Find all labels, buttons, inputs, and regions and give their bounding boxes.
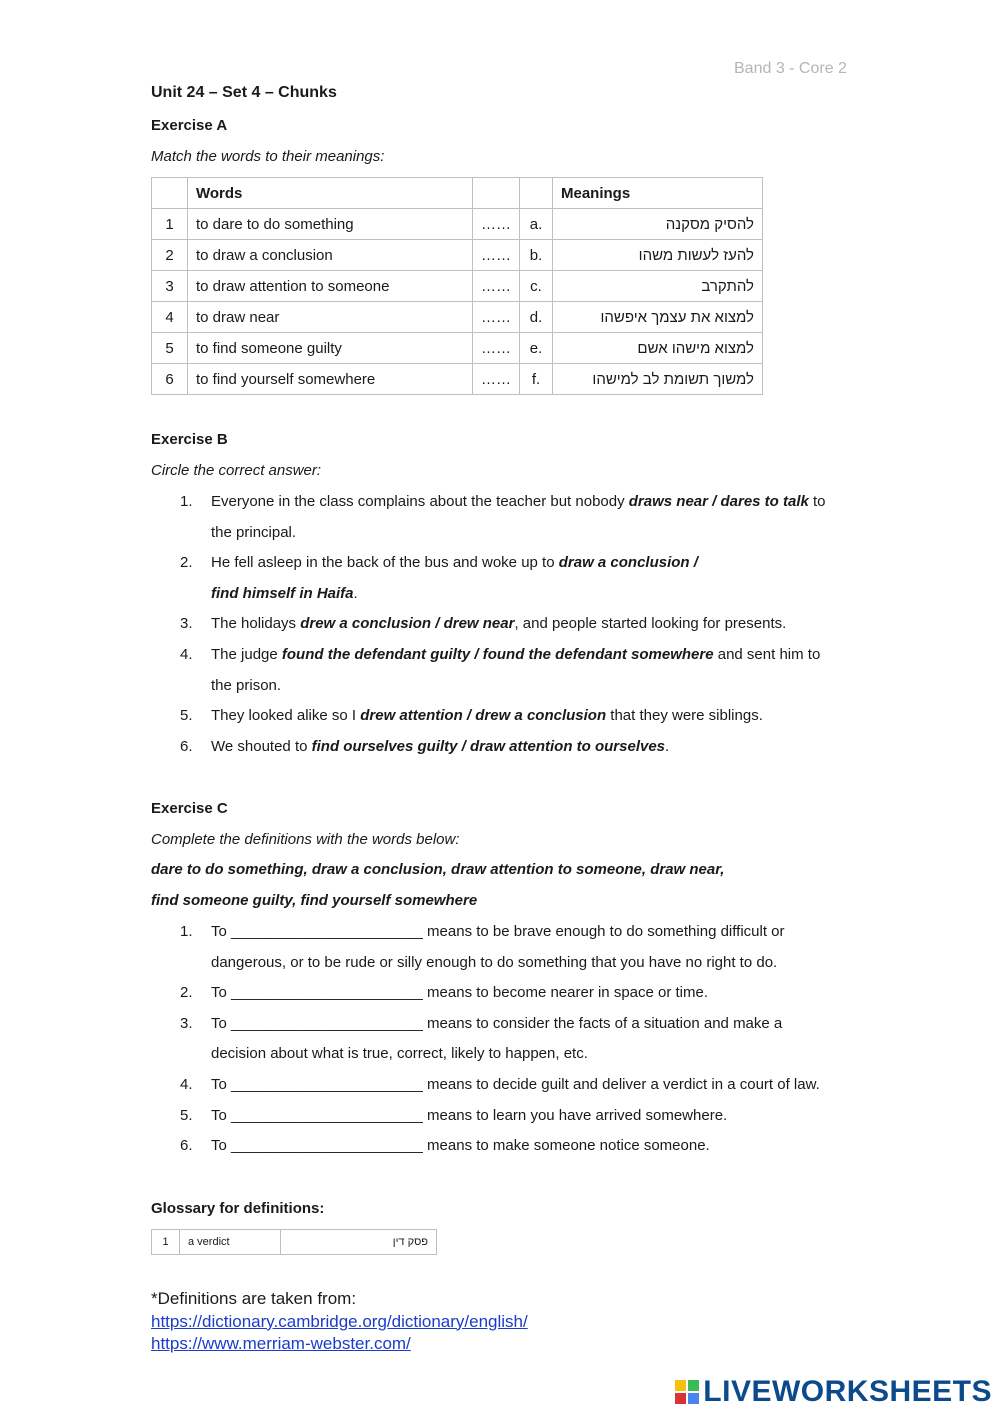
- list-item: [180, 1070, 860, 1101]
- item-number: 3.: [180, 615, 193, 633]
- item-number: 6.: [180, 1137, 193, 1155]
- item-text: the prison.: [211, 676, 282, 694]
- item-number: 4.: [180, 645, 193, 663]
- meaning-cell: למצוא מישהו אשם: [553, 333, 763, 364]
- item-number: 4.: [180, 1075, 193, 1093]
- cambridge-link[interactable]: https://dictionary.cambridge.org/dictionary/english/: [151, 1311, 528, 1331]
- list-item: [180, 732, 860, 763]
- answer-blank[interactable]: ……: [473, 333, 520, 364]
- answer-choices[interactable]: drew a conclusion / drew near: [300, 615, 515, 633]
- table-row: [152, 364, 763, 395]
- list-item: [180, 1009, 860, 1070]
- item-number: 5.: [180, 1106, 193, 1124]
- item-text: The judge: [211, 645, 282, 663]
- glossary-table: [151, 1229, 437, 1255]
- merriam-webster-link[interactable]: https://www.merriam-webster.com/: [151, 1334, 411, 1353]
- list-item: [180, 487, 860, 548]
- row-number: 2: [152, 240, 188, 271]
- sources: [151, 1288, 528, 1356]
- glossary-translation: פסק דין: [281, 1230, 437, 1255]
- word-cell: to draw attention to someone: [188, 271, 473, 302]
- glossary-term: a verdict: [180, 1230, 281, 1255]
- definition-text[interactable]: To _______________________ means to become nearer in space or time.: [211, 984, 709, 1002]
- sources-label: *Definitions are taken from:: [151, 1289, 357, 1308]
- definition-text[interactable]: To _______________________ means to consider the facts of a situation and make a: [211, 1014, 783, 1032]
- meaning-letter: d.: [520, 302, 553, 333]
- item-text: that they were siblings.: [606, 707, 763, 725]
- item-number: 2.: [180, 984, 193, 1002]
- item-text: .: [665, 737, 670, 755]
- definition-text: dangerous, or to be rude or silly enough to do something that you have no right to do.: [211, 953, 778, 971]
- table-row: [152, 271, 763, 302]
- answer-blank[interactable]: ……: [473, 302, 520, 333]
- exercise-b-heading: Exercise B: [151, 431, 228, 448]
- item-number: 6.: [180, 737, 193, 755]
- answer-choices[interactable]: drew attention / drew a conclusion: [360, 707, 607, 725]
- exercise-c-instruction: Complete the definitions with the words below:: [151, 831, 460, 848]
- word-bank-line-1: dare to do something, draw a conclusion, draw attention to someone, draw near,: [151, 861, 725, 878]
- row-number: 1: [152, 209, 188, 240]
- exercise-a-instruction: Match the words to their meanings:: [151, 148, 385, 165]
- item-text: The holidays: [211, 615, 301, 633]
- answer-choices[interactable]: draw a conclusion /: [558, 554, 698, 572]
- list-item: [180, 640, 860, 701]
- meaning-cell: להתקרב: [553, 271, 763, 302]
- row-number: 4: [152, 302, 188, 333]
- item-text: We shouted to: [211, 737, 312, 755]
- answer-choices[interactable]: found the defendant guilty / found the defendant somewhere: [281, 645, 714, 663]
- answer-blank[interactable]: ……: [473, 209, 520, 240]
- meaning-letter: b.: [520, 240, 553, 271]
- item-text: .: [353, 584, 358, 602]
- glossary-heading: Glossary for definitions:: [151, 1200, 325, 1217]
- list-item: [180, 917, 860, 978]
- answer-choices[interactable]: find himself in Haifa: [211, 584, 354, 602]
- definition-text[interactable]: To _______________________ means to learn you have arrived somewhere.: [211, 1106, 728, 1124]
- item-number: 1.: [180, 923, 193, 940]
- meaning-cell: למשוך תשומת לב למישהו: [553, 364, 763, 395]
- list-item: [180, 978, 860, 1009]
- answer-choices[interactable]: find ourselves guilty / draw attention to ourselves: [311, 737, 666, 755]
- item-text: , and people started looking for presents.: [514, 615, 787, 633]
- logo-icon: [675, 1380, 699, 1404]
- row-number: 6: [152, 364, 188, 395]
- word-bank-line-2: find someone guilty, find yourself somewhere: [151, 892, 478, 909]
- list-item: [180, 548, 860, 609]
- word-cell: to draw a conclusion: [188, 240, 473, 271]
- meaning-cell: להעז לעשות משהו: [553, 240, 763, 271]
- item-text: and sent him to: [713, 645, 821, 663]
- definition-text: decision about what is true, correct, likely to happen, etc.: [211, 1045, 588, 1063]
- glossary-number: 1: [152, 1230, 180, 1255]
- item-text: the principal.: [211, 523, 297, 541]
- item-number: 1.: [180, 493, 193, 510]
- word-cell: to dare to do something: [188, 209, 473, 240]
- meanings-header: Meanings: [553, 178, 763, 209]
- table-row: [152, 302, 763, 333]
- item-text: to: [808, 493, 826, 510]
- word-cell: to find yourself somewhere: [188, 364, 473, 395]
- definition-text[interactable]: To _______________________ means to decide guilt and deliver a verdict in a court of law.: [211, 1075, 820, 1093]
- words-header: Words: [188, 178, 473, 209]
- item-number: 2.: [180, 554, 193, 572]
- exercise-b-instruction: Circle the correct answer:: [151, 462, 322, 479]
- meaning-letter: f.: [520, 364, 553, 395]
- table-row: [152, 209, 763, 240]
- list-item: [180, 609, 860, 640]
- word-cell: to draw near: [188, 302, 473, 333]
- list-item: [180, 1131, 860, 1162]
- logo-text: LIVEWORKSHEETS: [703, 1375, 992, 1408]
- meaning-letter: e.: [520, 333, 553, 364]
- list-item: [180, 1101, 860, 1132]
- exercise-b-list: [180, 487, 860, 762]
- definition-text[interactable]: To _______________________ means to make someone notice someone.: [211, 1137, 710, 1155]
- exercise-c-heading: Exercise C: [151, 800, 228, 817]
- item-text: They looked alike so I: [211, 707, 361, 725]
- answer-choices[interactable]: draws near / dares to talk: [628, 493, 809, 510]
- table-row: [152, 333, 763, 364]
- table-row: [152, 1230, 437, 1255]
- table-header-row: [152, 178, 763, 209]
- page-title: Unit 24 – Set 4 – Chunks: [151, 84, 337, 101]
- meaning-letter: c.: [520, 271, 553, 302]
- band-label: Band 3 - Core 2: [734, 60, 847, 77]
- liveworksheets-logo: [675, 1375, 992, 1409]
- definition-text[interactable]: To _______________________ means to be brave enough to do something difficult or: [211, 923, 785, 940]
- word-cell: to find someone guilty: [188, 333, 473, 364]
- answer-blank[interactable]: ……: [473, 271, 520, 302]
- item-number: 5.: [180, 707, 193, 725]
- item-number: 3.: [180, 1014, 193, 1032]
- answer-blank[interactable]: ……: [473, 240, 520, 271]
- list-item: [180, 701, 860, 732]
- answer-blank[interactable]: ……: [473, 364, 520, 395]
- exercise-a-heading: Exercise A: [151, 117, 228, 134]
- item-text: Everyone in the class complains about the teacher but nobody: [211, 493, 629, 510]
- matching-table: [151, 177, 763, 395]
- row-number: 3: [152, 271, 188, 302]
- meaning-cell: להסיק מסקנה: [553, 209, 763, 240]
- table-row: [152, 240, 763, 271]
- exercise-c-list: [180, 917, 860, 1162]
- row-number: 5: [152, 333, 188, 364]
- item-text: He fell asleep in the back of the bus and woke up to: [211, 554, 559, 572]
- meaning-cell: למצוא את עצמך איפשהו: [553, 302, 763, 333]
- meaning-letter: a.: [520, 209, 553, 240]
